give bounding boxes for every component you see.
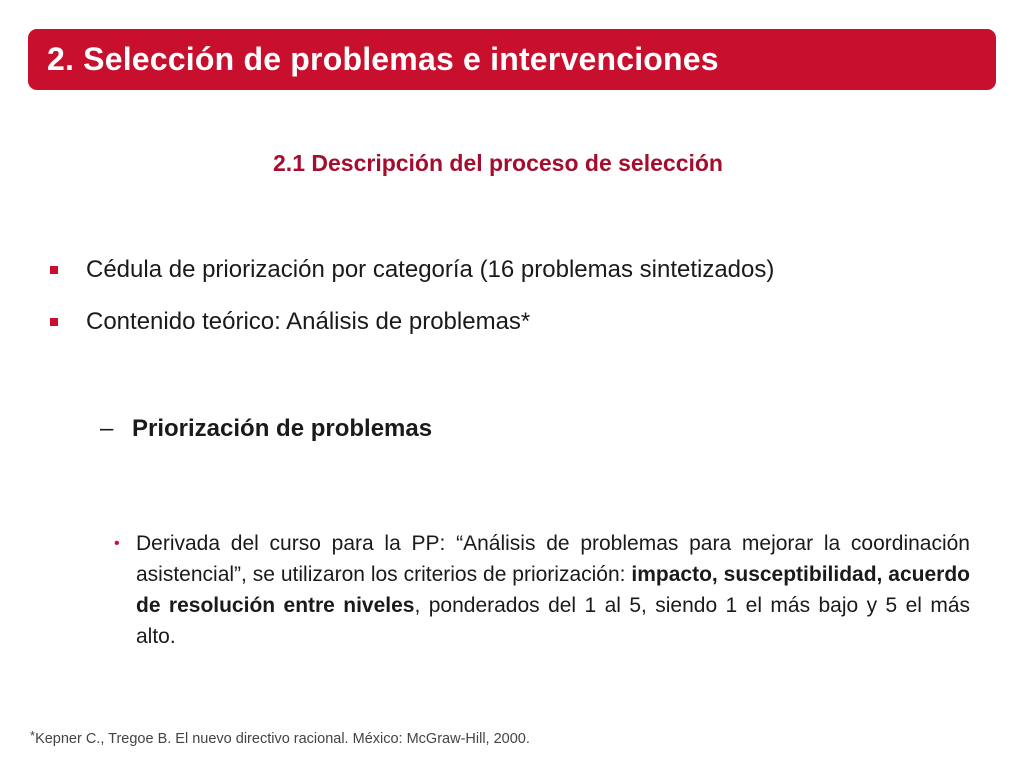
sub-bullet-text-2: , ponderados del 1 al 5, siendo 1 el más bajo y 5 el más alto.: [136, 594, 971, 648]
sub-bullet-paragraph: [136, 528, 970, 652]
bullet-item: [50, 256, 774, 284]
square-bullet-icon: [50, 318, 58, 326]
dash-item: [100, 415, 432, 443]
slide-title: 2. Selección de problemas e intervenciones: [47, 41, 719, 77]
bullet-item: [50, 308, 530, 336]
dash-marker: –: [100, 415, 114, 442]
footnote-mark: *: [30, 728, 36, 743]
dash-item-text: Priorización de problemas: [132, 415, 433, 442]
criteria-bold-text: impacto, susceptibilidad, acuerdo de resolución entre niveles: [136, 563, 970, 617]
footnote: [30, 728, 530, 747]
footnote-text: Kepner C., Tregoe B. El nuevo directivo racional. México: McGraw-Hill, 2000.: [35, 731, 530, 747]
dot-bullet-icon: •: [114, 535, 120, 552]
title-bar: [28, 29, 996, 90]
bullet-text: Cédula de priorización por categoría (16 problemas sintetizados): [86, 256, 775, 283]
section-subtitle: 2.1 Descripción del proceso de selección: [273, 150, 723, 176]
bullet-text: Contenido teórico: Análisis de problemas*: [86, 308, 531, 335]
square-bullet-icon: [50, 266, 58, 274]
sub-bullet: [114, 528, 970, 652]
sub-bullet-text-1: Derivada del curso para la PP: “Análisis de problemas para mejorar la coordinación asistencial”, se utilizaron los criterios de priorización:: [136, 532, 970, 586]
